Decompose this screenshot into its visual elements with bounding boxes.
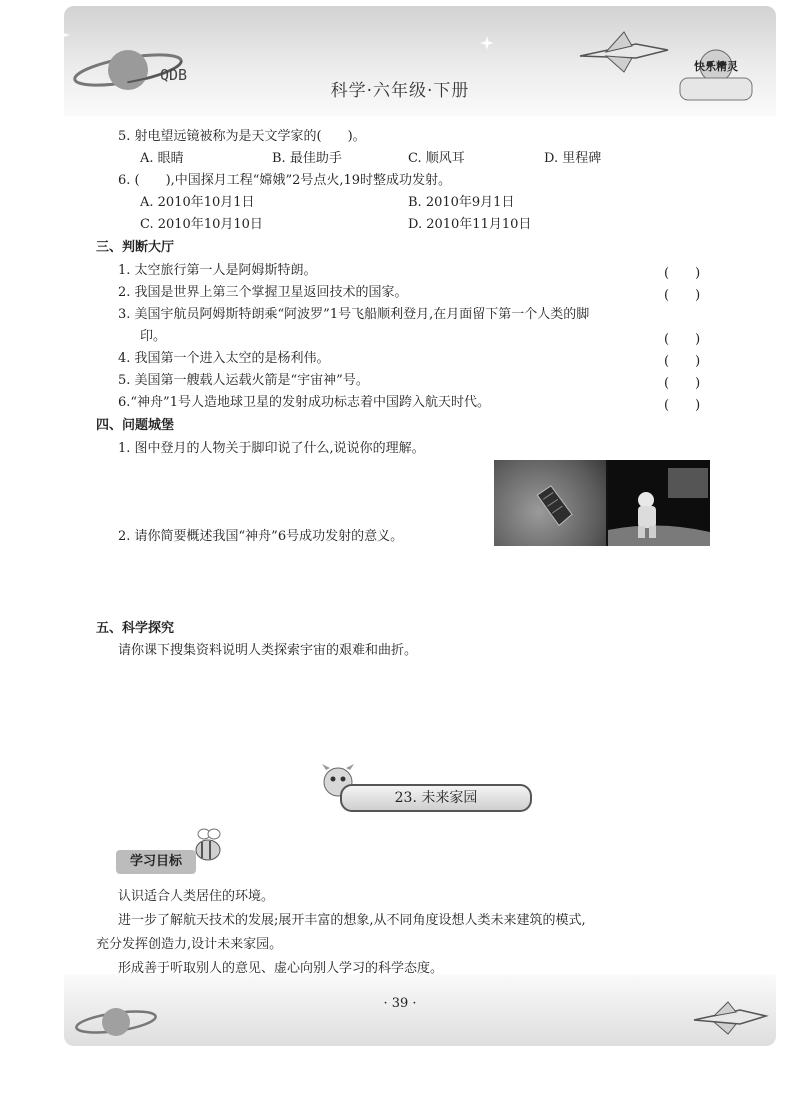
footprint-icon bbox=[494, 460, 606, 546]
answer-paren: ( ) bbox=[664, 266, 701, 281]
question: 2. 请你简要概述我国“神舟”6号成功发射的意义。 bbox=[118, 529, 404, 544]
goal-line: 形成善于听取别人的意见、虚心向别人学习的科学态度。 bbox=[118, 961, 444, 976]
learning-goals-label: 学习目标 bbox=[116, 850, 196, 874]
judge-item-continued: 印。 bbox=[140, 329, 167, 344]
question-stem: 5. 射电望远镜被称为是天文学家的( )。 bbox=[118, 129, 366, 144]
chapter-banner: 23. 未来家园 bbox=[340, 784, 532, 812]
judge-item: 3. 美国宇航员阿姆斯特朗乘“阿波罗”1号飞船顺利登月,在月面留下第一个人类的脚 bbox=[118, 307, 590, 322]
section-text: 请你课下搜集资料说明人类探索宇宙的艰难和曲折。 bbox=[118, 643, 418, 658]
star-icon bbox=[52, 26, 70, 44]
judge-item: 2. 我国是世界上第三个掌握卫星返回技术的国家。 bbox=[118, 285, 408, 300]
option: C. 顺风耳 bbox=[408, 151, 465, 166]
answer-paren: ( ) bbox=[664, 332, 701, 347]
moon-landing-photo bbox=[494, 460, 710, 546]
space-shuttle-icon bbox=[576, 26, 672, 78]
judge-item: 4. 我国第一个进入太空的是杨利伟。 bbox=[118, 351, 330, 366]
answer-paren: ( ) bbox=[664, 398, 701, 413]
question: 1. 图中登月的人物关于脚印说了什么,说说你的理解。 bbox=[118, 441, 425, 456]
answer-paren: ( ) bbox=[664, 376, 701, 391]
answer-paren: ( ) bbox=[664, 288, 701, 303]
section-title: 三、判断大厅 bbox=[96, 240, 175, 255]
judge-item: 1. 太空旅行第一人是阿姆斯特朗。 bbox=[118, 263, 317, 278]
star-icon bbox=[480, 36, 494, 50]
page-number: · 39 · bbox=[383, 996, 417, 1011]
option: B. 最佳助手 bbox=[272, 151, 342, 166]
astronaut-photo bbox=[608, 460, 710, 546]
goal-line: 进一步了解航天技术的发展;展开丰富的想象,从不同角度设想人类未来建筑的模式, bbox=[118, 913, 586, 928]
page-title: 科学·六年级·下册 bbox=[330, 81, 470, 101]
astronaut-icon bbox=[608, 460, 710, 546]
option: C. 2010年10月10日 bbox=[140, 217, 263, 232]
question-stem: 6. ( ),中国探月工程“嫦娥”2号点火,19时整成功发射。 bbox=[118, 173, 452, 188]
option: A. 眼睛 bbox=[140, 151, 184, 166]
goal-line: 充分发挥创造力,设计未来家园。 bbox=[96, 937, 283, 952]
judge-item: 6.“神舟”1号人造地球卫星的发射成功标志着中国跨入航天时代。 bbox=[118, 395, 490, 410]
planet-icon bbox=[72, 1000, 162, 1040]
option: D. 里程碑 bbox=[544, 151, 602, 166]
answer-paren: ( ) bbox=[664, 354, 701, 369]
footprint-photo bbox=[494, 460, 606, 546]
judge-item: 5. 美国第一艘载人运载火箭是“宇宙神”号。 bbox=[118, 373, 369, 388]
section-title: 五、科学探究 bbox=[96, 621, 175, 636]
option: A. 2010年10月1日 bbox=[140, 195, 255, 210]
goal-line: 认识适合人类居住的环境。 bbox=[118, 889, 275, 904]
section-title: 四、问题城堡 bbox=[96, 418, 175, 433]
space-shuttle-icon bbox=[690, 998, 770, 1038]
option: B. 2010年9月1日 bbox=[408, 195, 515, 210]
book-code: QDB bbox=[160, 66, 188, 84]
option: D. 2010年11月10日 bbox=[408, 217, 532, 232]
badge-text: 快乐精灵 bbox=[694, 60, 738, 73]
